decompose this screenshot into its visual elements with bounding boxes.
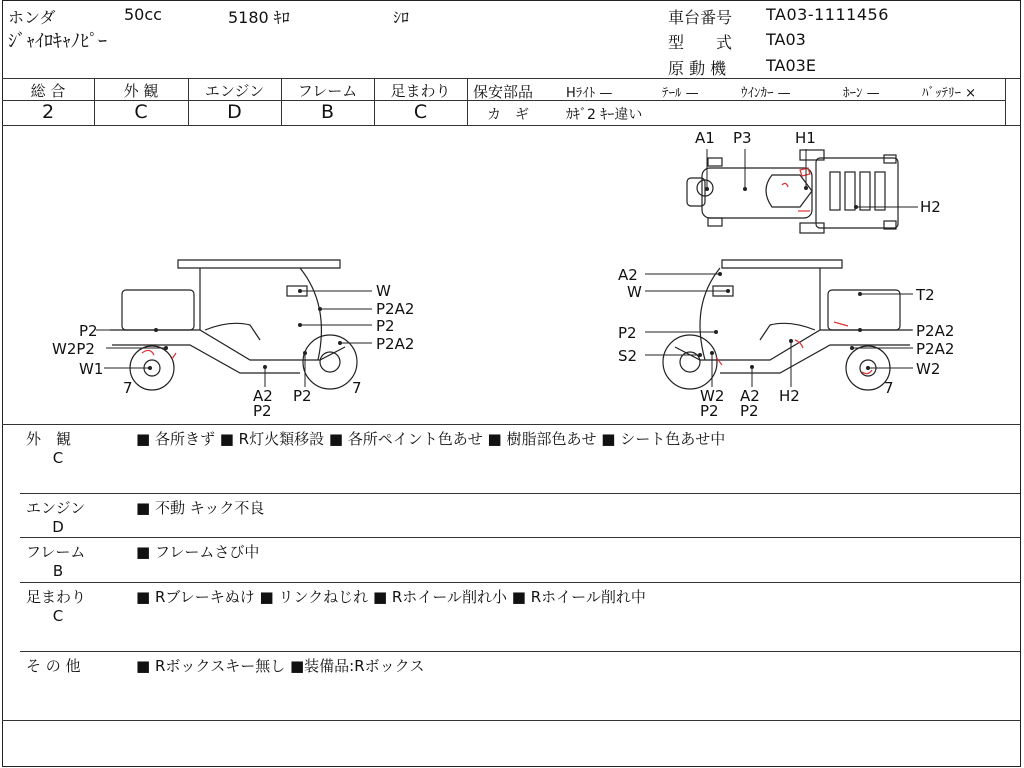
- leader-dots: [148, 186, 870, 370]
- section-text-frame: ■ フレームさび中: [136, 543, 260, 561]
- diagram-label: A1: [695, 129, 715, 147]
- color: ｼﾛ: [393, 8, 410, 27]
- displacement: 50cc: [124, 5, 162, 24]
- key-label: カ ギ: [487, 107, 529, 123]
- diagram-label: P2: [253, 402, 272, 420]
- diagram-label: P2: [79, 322, 98, 340]
- divider: [20, 537, 1020, 538]
- section-grade-suspension: C: [52, 607, 64, 625]
- grade-label-exterior: 外 観: [123, 82, 159, 100]
- grade-value-engine: D: [227, 101, 242, 123]
- diagram-label: W2: [916, 360, 941, 378]
- diagram-label: P2: [376, 317, 395, 335]
- diagram-label: W2P2: [52, 340, 95, 358]
- engine-value: TA03E: [766, 56, 816, 75]
- diagram-label: H2: [920, 198, 941, 216]
- diagram-label: S2: [618, 347, 638, 365]
- safety-item-winker: ｳｲﾝｶｰ —: [741, 86, 791, 101]
- grade-value-suspension: C: [413, 101, 428, 123]
- divider: [20, 582, 1020, 583]
- damage-diagram: [0, 125, 1024, 425]
- diagram-label: H1: [795, 129, 816, 147]
- section-title-other: そ の 他: [26, 657, 81, 675]
- diagram-label: A2: [618, 266, 638, 284]
- diagram-label: 7: [352, 379, 362, 397]
- divider: [1005, 78, 1006, 125]
- right-side-scooter: [663, 260, 912, 390]
- diagram-label: 7: [884, 379, 894, 397]
- damage-marks: [142, 168, 872, 374]
- diagram-label: A2: [253, 387, 273, 405]
- grade-value-overall: 2: [41, 101, 55, 123]
- diagram-label: P2: [293, 387, 312, 405]
- section-text-other: ■ Rボックスキー無し ■装備品:Rボックス: [136, 657, 425, 675]
- section-title-exterior: 外 観: [26, 430, 72, 448]
- grade-label-frame: フレーム: [297, 82, 358, 100]
- diagram-label: W: [627, 283, 642, 301]
- section-title-frame: フレーム: [26, 543, 86, 561]
- diagram-label: W2: [700, 387, 725, 405]
- grade-value-frame: B: [320, 101, 335, 123]
- section-title-suspension: 足まわり: [26, 588, 87, 606]
- diagram-label: A2: [740, 387, 760, 405]
- safety-item-horn: ﾎｰﾝ —: [843, 86, 880, 101]
- diagram-label: P2A2: [376, 300, 415, 318]
- divider: [2, 78, 1021, 79]
- type-label: 型 式: [668, 33, 733, 52]
- diagram-label: W: [376, 282, 391, 300]
- section-text-suspension: ■ Rブレーキぬけ ■ リンクねじれ ■ Rホイール削れ小 ■ Rホイール削れ中: [136, 588, 646, 606]
- diagram-label: W1: [79, 360, 104, 378]
- diagram-label: H2: [779, 387, 800, 405]
- grade-label-engine: エンジン: [204, 82, 265, 100]
- safety-item-tail: ﾃｰﾙ —: [662, 86, 699, 101]
- frame-no-label: 車台番号: [668, 8, 733, 27]
- section-text-engine: ■ 不動 キック不良: [136, 499, 265, 517]
- safety-label: 保安部品: [473, 83, 534, 101]
- diagram-label: T2: [916, 286, 935, 304]
- section-title-engine: エンジン: [26, 499, 86, 517]
- diagram-label: P2A2: [376, 335, 415, 353]
- diagram-label: 7: [123, 379, 133, 397]
- diagram-label: P3: [733, 129, 752, 147]
- diagram-label: P2A2: [916, 340, 955, 358]
- key-value: ｶｷﾞ2 ｷｰ違い: [566, 107, 643, 123]
- engine-label: 原 動 機: [668, 59, 727, 78]
- diagram-label: P2: [700, 402, 719, 420]
- type-value: TA03: [766, 30, 806, 49]
- divider: [467, 78, 468, 125]
- diagram-label: P2: [740, 402, 759, 420]
- grade-label-overall: 総 合: [30, 82, 66, 100]
- maker-name: ホンダ: [8, 8, 56, 27]
- safety-item-battery: ﾊﾞｯﾃﾘｰ ×: [922, 86, 977, 101]
- grade-label-suspension: 足まわり: [390, 82, 451, 100]
- divider: [20, 651, 1020, 652]
- section-text-exterior: ■ 各所きず ■ R灯火類移設 ■ 各所ペイント色あせ ■ 樹脂部色あせ ■ シート色あせ中: [136, 430, 726, 448]
- divider: [2, 424, 1021, 425]
- model-name: ｼﾞｬｲﾛｷｬﾉﾋﾟｰ: [8, 31, 107, 52]
- divider: [2, 720, 1021, 721]
- diagram-label: P2: [618, 324, 637, 342]
- divider: [20, 493, 1020, 494]
- grade-value-exterior: C: [134, 101, 148, 123]
- section-grade-engine: D: [52, 518, 64, 536]
- top-view-scooter: [687, 150, 898, 233]
- diagram-label: P2A2: [916, 322, 955, 340]
- section-grade-frame: B: [52, 562, 64, 580]
- frame-no: TA03-1111456: [766, 5, 889, 24]
- section-grade-exterior: C: [52, 449, 64, 467]
- mileage: 5180 ｷﾛ: [228, 8, 290, 27]
- safety-item-headlight: Hﾗｲﾄ —: [566, 86, 613, 101]
